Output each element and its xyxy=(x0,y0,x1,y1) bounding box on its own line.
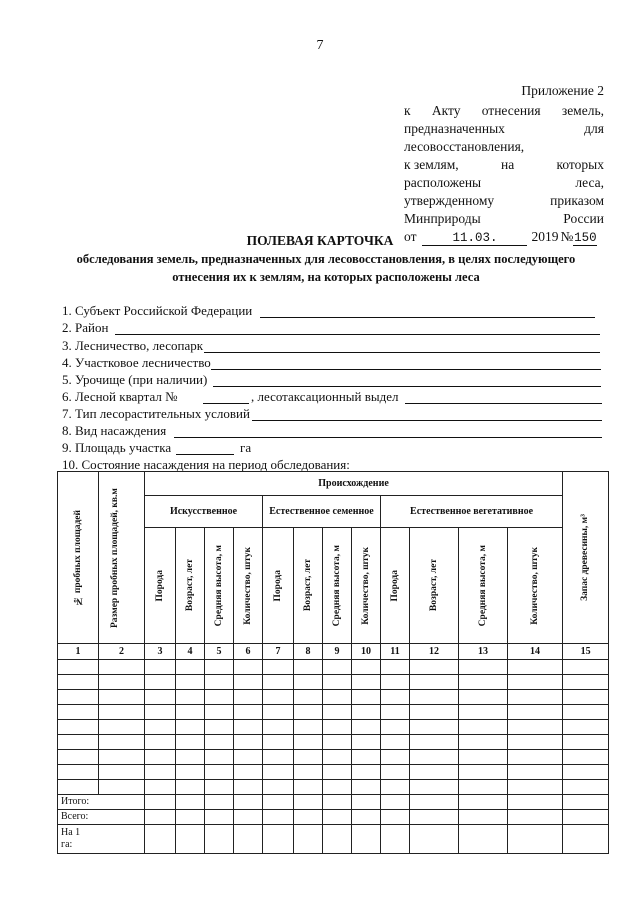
table-row xyxy=(58,720,609,735)
appendix-line: утвержденному приказом xyxy=(404,193,604,208)
field-area: 9. Площадь участка xyxy=(62,440,172,455)
card-subtitle: обследования земель, предназначенных для лесовосстановления, в целях последующего отнесения их к землям, на которых расположены леса xyxy=(76,252,576,284)
header-count: Количество, штук xyxy=(352,528,381,644)
header-natural-seed: Естественное семенное xyxy=(263,496,381,528)
field-forestry: 3. Лесничество, лесопарк xyxy=(62,338,204,353)
table-row-all xyxy=(58,810,609,825)
appendix-line: к землям, на которых xyxy=(404,157,604,172)
table-row-total xyxy=(58,795,609,810)
field-growth-type-line xyxy=(252,420,602,421)
header-stock: Запас древесины, м³ xyxy=(563,472,609,644)
header-breed: Порода xyxy=(263,528,294,644)
header-plots: № пробных площадей xyxy=(58,472,99,644)
field-section: , лесотаксационный выдел xyxy=(251,389,399,404)
field-subject: 1. Субъект Российской Федерации xyxy=(62,303,253,318)
appendix-line: Минприроды России xyxy=(404,211,604,226)
header-plot-size: Размер пробных площадей, кв.м xyxy=(99,472,145,644)
header-artificial: Искусственное xyxy=(145,496,263,528)
header-breed: Порода xyxy=(145,528,176,644)
date-value: 11.03. xyxy=(422,231,527,246)
row-per-ha-label: На 1 га: xyxy=(58,825,145,854)
field-area-line xyxy=(176,454,234,455)
header-count: Количество, штук xyxy=(508,528,563,644)
page-number: 7 xyxy=(316,38,324,53)
field-section-line xyxy=(405,403,602,404)
field-district-forestry: 4. Участковое лесничество xyxy=(62,355,211,370)
column-numbers-row: 1 2 3 4 5 6 7 8 9 10 11 12 13 14 15 xyxy=(58,644,609,660)
field-quarter-line xyxy=(203,403,249,404)
appendix-line: предназначенных для xyxy=(404,121,604,136)
header-count: Количество, штук xyxy=(234,528,263,644)
header-origin: Происхождение xyxy=(145,472,563,496)
table-row xyxy=(58,750,609,765)
header-age: Возраст, лет xyxy=(410,528,459,644)
survey-table xyxy=(57,471,609,854)
order-number: 150 xyxy=(574,231,597,245)
appendix-line: к Акту отнесения земель, xyxy=(404,103,604,118)
table-row xyxy=(58,690,609,705)
header-age: Возраст, лет xyxy=(294,528,323,644)
table-row xyxy=(58,735,609,750)
appendix-line: лесовосстановления, xyxy=(404,139,525,154)
row-all-label: Всего: xyxy=(58,810,145,825)
field-stand-type-line xyxy=(174,437,602,438)
table-row xyxy=(58,765,609,780)
table-row xyxy=(58,705,609,720)
field-growth-type: 7. Тип лесорастительных условий xyxy=(62,406,250,421)
field-forestry-line xyxy=(204,352,600,353)
field-tract-line xyxy=(213,386,601,387)
card-title: ПОЛЕВАЯ КАРТОЧКА xyxy=(246,233,394,248)
header-height: Средняя высота, м xyxy=(205,528,234,644)
header-height: Средняя высота, м xyxy=(459,528,508,644)
appendix-block xyxy=(404,82,604,246)
field-subject-line xyxy=(260,317,595,318)
header-age: Возраст, лет xyxy=(176,528,205,644)
field-area-unit: га xyxy=(240,440,252,455)
appendix-title: Приложение 2 xyxy=(521,83,604,98)
field-district: 2. Район xyxy=(62,320,109,335)
header-height: Средняя высота, м xyxy=(323,528,352,644)
table-row xyxy=(58,660,609,675)
appendix-line: расположены леса, xyxy=(404,175,604,190)
field-district-forestry-line xyxy=(211,369,601,370)
field-tract: 5. Урочище (при наличии) xyxy=(62,372,208,387)
field-condition: 10. Состояние насаждения на период обследования: xyxy=(62,457,350,472)
header-natural-veg: Естественное вегетативное xyxy=(381,496,563,528)
field-district-line xyxy=(115,334,600,335)
field-quarter: 6. Лесной квартал № xyxy=(62,389,178,404)
appendix-date-line: от 11.03. 2019 № 150 xyxy=(404,229,597,245)
header-breed: Порода xyxy=(381,528,410,644)
row-total-label: Итого: xyxy=(58,795,145,810)
table-row-per-ha xyxy=(58,825,609,854)
field-stand-type: 8. Вид насаждения xyxy=(62,423,167,438)
table-row xyxy=(58,675,609,690)
table-row xyxy=(58,780,609,795)
